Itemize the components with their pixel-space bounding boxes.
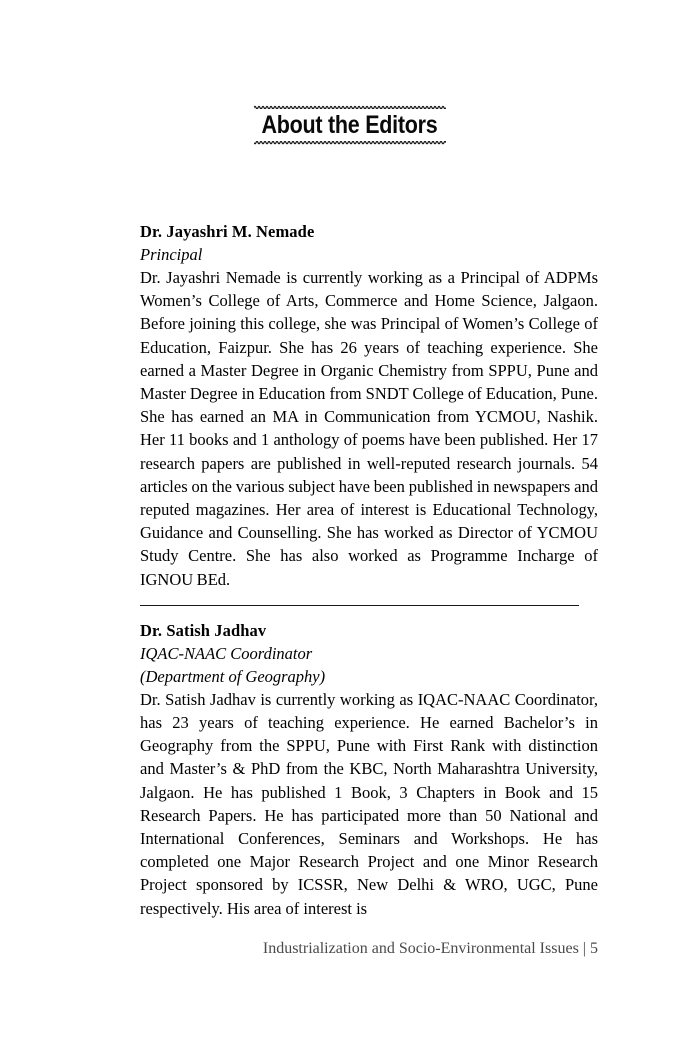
editor-biography: Dr. Satish Jadhav is currently working as IQAC-NAAC Coordinator, has 23 years of teaching experience. He earned Bachelor’s in Geography from the SPPU, Pune with First Rank with distinction and Master’s & PhD from the KBC, North Maharashtra University, Jalgaon. He has published 1 Book, 3 Chapters in Book and 15 Research Papers. He has participated more than 50 National and International Conferences, Seminars and Workshops. He has completed one Major Research Project and one Minor Research Project sponsored by ICSSR, New Delhi & WRO, UGC, Pune respectively. His area of interest is [140,689,598,918]
editor-biography: Dr. Jayashri Nemade is currently working as a Principal of ADPMs Women’s College of Arts, Commerce and Home Science, Jalgaon. Before joining this college, she was Principal of Women’s College of Education, Faizpur. She has 26 years of teaching experience. She earned a Master Degree in Organic Chemistry from SPPU, Pune and Master Degree in Education from SNDT College of Education, Pune. She has earned an MA in Communication from YCMOU, Nashik. Her 11 books and 1 anthology of poems have been published. Her 17 research papers are published in well-reputed research journals. 54 articles on the various subject have been published in newspapers and reputed magazines. Her area of interest is Educational Technology, Guidance and Counselling. She has worked as Director of YCMOU Study Centre. She has also worked as Programme Incharge of IGNOU BEd. [140,268,598,589]
editor-role: IQAC-NAAC Coordinator [140,643,313,663]
section-divider [140,605,579,606]
editors-content [140,220,598,920]
page-title: About the Editors [261,111,438,139]
editor-department: (Department of Geography) [140,666,326,686]
page-footer: Industrialization and Socio-Environmental Issues | 5 [262,940,598,957]
wavy-rule-top-icon [254,104,446,109]
editor-role: Principal [140,245,203,264]
page-heading-block [0,104,699,146]
editor-name: Dr. Jayashri M. Nemade [140,222,315,241]
wavy-rule-bottom-icon [254,141,446,146]
editor-name: Dr. Satish Jadhav [140,620,267,640]
editor-entry [140,220,598,591]
editor-entry [140,619,598,920]
